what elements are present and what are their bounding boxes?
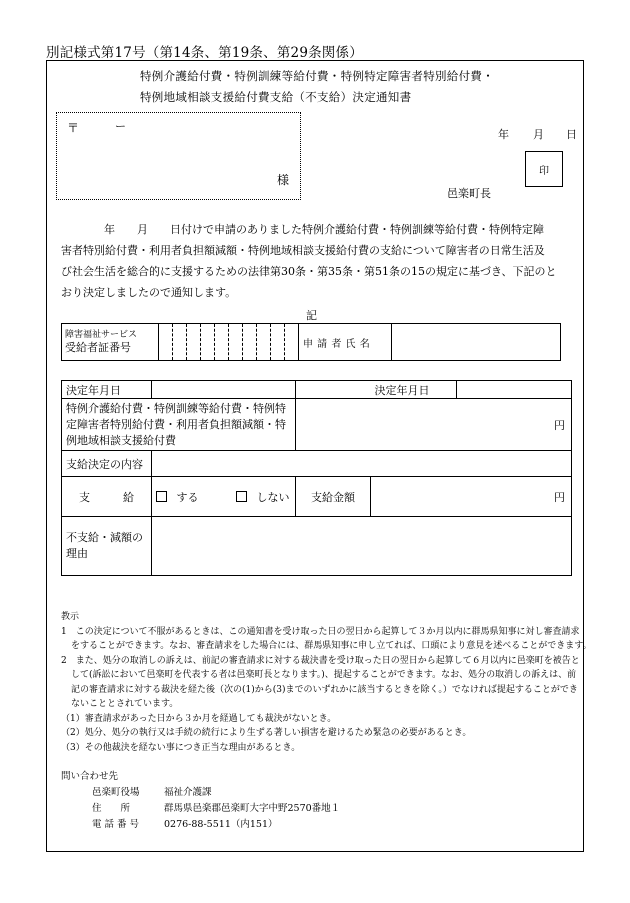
cert-digit-10[interactable]: [285, 324, 299, 361]
contact-office-value: 福祉介護課: [164, 787, 212, 798]
date-year: 年: [498, 128, 509, 141]
cert-label-small: 障害福祉サービス: [65, 330, 138, 340]
decision-date-label: 決定年月日: [62, 381, 152, 399]
applicant-label: 申 請 者 氏 名: [299, 324, 392, 361]
note-2a: 2 また、処分の取消しの訴えは、前記の審査請求に対する裁決書を受け取った日の翌日から起算して６月以内に邑楽町を被告と: [61, 655, 580, 666]
payment-options: [152, 477, 296, 517]
benefit-amount-field[interactable]: [296, 399, 572, 451]
note-1a: 1 この決定について不服があるときは、この通知書を受け取った日の翌日から起算して３か月以内に群馬県知事に対し審査請求: [61, 626, 580, 637]
cert-digit-3[interactable]: [187, 324, 201, 361]
cert-label-main: 受給者証番号: [65, 341, 131, 354]
cert-digit-1[interactable]: [159, 324, 173, 361]
contact-phone-label: 電 話 番 号: [92, 819, 140, 830]
amount-label: 支給金額: [296, 477, 371, 517]
postal-dash: ー: [115, 120, 126, 133]
cert-digit-5[interactable]: [215, 324, 229, 361]
cert-digit-9[interactable]: [271, 324, 285, 361]
note-c3: （3）その他裁決を経ない事につき正当な理由があるとき。: [61, 742, 301, 753]
body-line-1: 年 月 日付けで申請のありました特例介護給付費・特例訓練等給付費・特例特定障: [104, 223, 544, 236]
reason-label: 不支給・減額の理由: [62, 517, 152, 576]
ki-label: 記: [306, 309, 317, 322]
date-day: 日: [566, 128, 577, 141]
cert-digit-2[interactable]: [173, 324, 187, 361]
no-checkbox[interactable]: [236, 491, 247, 502]
note-c1: （1）審査請求があった日から３か月を経過しても裁決がないとき。: [61, 713, 337, 724]
content-label: 支給決定の内容: [62, 451, 152, 477]
date-month: 月: [533, 128, 544, 141]
yes-checkbox[interactable]: [156, 491, 167, 502]
decision-date-field-2[interactable]: [457, 381, 572, 399]
reason-field[interactable]: [152, 517, 572, 576]
amount-field[interactable]: [371, 477, 572, 517]
form-label: 別記様式第17号（第14条、第19条、第29条関係）: [46, 45, 363, 61]
note-c2: （2）処分、処分の執行又は手続の続行により生ずる著しい損害を避けるため緊急の必要があるとき。: [61, 728, 472, 738]
yen-2: 円: [554, 490, 565, 504]
cert-digit-7[interactable]: [243, 324, 257, 361]
issuer: 邑楽町長: [447, 187, 491, 200]
body-line-2: 害者特別給付費・利用者負担額減額・特例地域相談支援給付費の支給について障害者の日常生活及: [61, 244, 545, 257]
contact-office-label: 邑楽町役場: [92, 787, 140, 798]
title-line-1: 特例介護給付費・特例訓練等給付費・特例特定障害者特別給付費・: [140, 69, 494, 83]
cert-digit-4[interactable]: [201, 324, 215, 361]
benefit-label: 特例介護給付費・特例訓練等給付費・特例特定障害者特別給付費・利用者負担額減額・特例地域相談支援給付費: [62, 399, 296, 451]
yen-1: 円: [554, 418, 565, 432]
notes-section: [61, 610, 592, 755]
seal-box: [525, 151, 563, 187]
no-label: しない: [256, 490, 290, 504]
note-1b: をすることができます。なお、審査請求をした場合には、群馬県知事に申し立てれば、口頭により意見を述べることができます。: [71, 641, 592, 651]
applicant-name-field[interactable]: [392, 324, 561, 361]
note-2c: 記の審査請求に対する裁決を経た後（次の(1)から(3)までのいずれかに該当するときを除く。）でなければ提起することができ: [71, 684, 578, 695]
certificate-table: [61, 323, 561, 361]
note-2b: して(訴訟において邑楽町を代表する者は邑楽町長となります。)、提起することができます。なお、処分の取消しの訴えは、前: [71, 670, 577, 680]
contact-address-label: 住 所: [92, 803, 131, 814]
decision-date-spacer: [296, 381, 371, 399]
address-box[interactable]: [56, 112, 301, 200]
seal-text: 印: [539, 165, 549, 177]
body-line-4: おり決定しましたので通知します。: [61, 286, 237, 299]
contact-address-value: 群馬県邑楽郡邑楽町大字中野2570番地１: [164, 803, 341, 814]
title-line-2: 特例地域相談支援給付費支給（不支給）決定通知書: [140, 90, 412, 104]
honorific: 様: [277, 173, 290, 187]
cert-label-cell: [62, 324, 159, 361]
decision-date-field[interactable]: [152, 381, 296, 399]
postal-mark: 〒: [67, 121, 80, 135]
decision-table: [61, 380, 572, 576]
body-line-3: び社会生活を総合的に支援するための法律第30条・第35条・第51条の15の規定に基づき、下記のと: [61, 265, 557, 278]
notes-heading: 教示: [61, 612, 80, 622]
note-2d: ないこととされています。: [71, 699, 179, 709]
yes-label: する: [176, 490, 199, 504]
cert-digit-8[interactable]: [257, 324, 271, 361]
contact-phone-value: 0276-88-5511（内151）: [164, 819, 278, 830]
contact-heading: 問い合わせ先: [61, 771, 119, 782]
decision-date-label-2: 決定年月日: [371, 381, 457, 399]
content-field[interactable]: [152, 451, 572, 477]
cert-digit-6[interactable]: [229, 324, 243, 361]
payment-label: 支 給: [62, 477, 152, 517]
